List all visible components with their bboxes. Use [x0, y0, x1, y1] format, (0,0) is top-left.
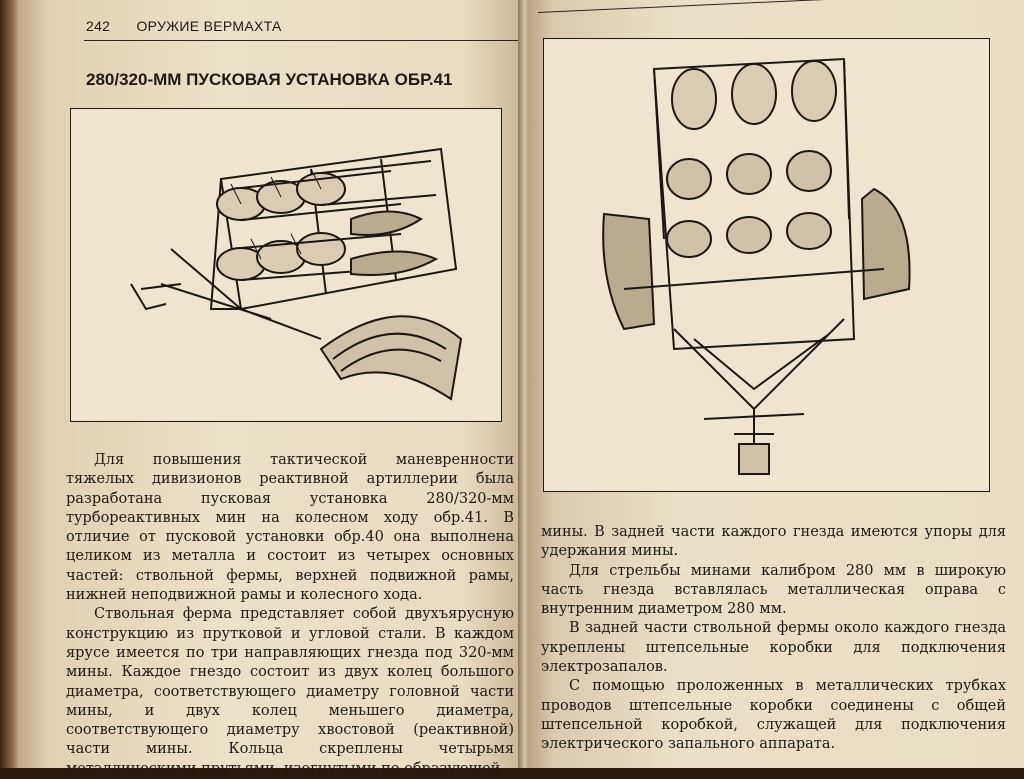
running-head — [86, 18, 516, 34]
paragraph: Для повышения тактической маневренности тяжелых дивизионов реактивной артиллерии была разработана пусковая установка 280/320-мм турбореактивных мин на колесном ходу обр.41. В отличие от пусковой установки обр.40 она выполнена целиком из металла и состоит из четырех основных частей: ствольной фермы, верхней подвижной рамы, нижней неподвижной рамы и колесного хода. — [66, 452, 514, 604]
header-rule — [538, 0, 1008, 13]
paragraph: мины. В задней части каждого гнезда имеются упоры для удержания мины. — [541, 524, 1006, 560]
right-body-text — [541, 523, 1006, 755]
launcher-side-illustration — [70, 108, 502, 422]
page-number: 242 — [86, 18, 111, 34]
running-head-title: ОРУЖИЕ ВЕРМАХТА — [136, 18, 282, 34]
paragraph: Ствольная ферма представляет собой двухъярусную конструкцию из прутковой и угловой стали. В каждом ярусе имеется по три направляющих гнезда под 320-мм мины. Каждое гнездо состоит из двух колец большого диаметра, соответствующего диаметру головной части мины, и двух колец меньшего диаметра, соответствующего диаметру хвостовой (реактивной) части мины. Кольца скреплены четырьмя металлическими прутьями, изогнутыми по образующей — [66, 606, 514, 777]
book-edge — [0, 0, 20, 768]
right-page — [528, 0, 1024, 768]
paragraph: В задней части ствольной фермы около каждого гнезда укреплены штепсельные коробки для подключения электрозапалов. — [541, 620, 1006, 676]
launcher-rear-drawing — [544, 39, 989, 491]
paragraph: Для стрельбы минами калибром 280 мм в широкую часть гнезда вставлялась металлическая оправа с внутренним диаметром 280 мм. — [541, 562, 1006, 618]
left-body-text — [66, 451, 514, 779]
launcher-rear-illustration — [543, 38, 990, 492]
header-rule — [84, 40, 524, 41]
section-heading: 280/320-ММ ПУСКОВАЯ УСТАНОВКА ОБР.41 — [86, 70, 453, 89]
launcher-side-drawing — [71, 109, 501, 421]
left-page — [18, 0, 523, 777]
paragraph: С помощью проложенных в металлических трубках проводов штепсельные коробки соединены с общей штепсельной коробкой, служащей для подключения электрического запального аппарата. — [541, 678, 1006, 753]
